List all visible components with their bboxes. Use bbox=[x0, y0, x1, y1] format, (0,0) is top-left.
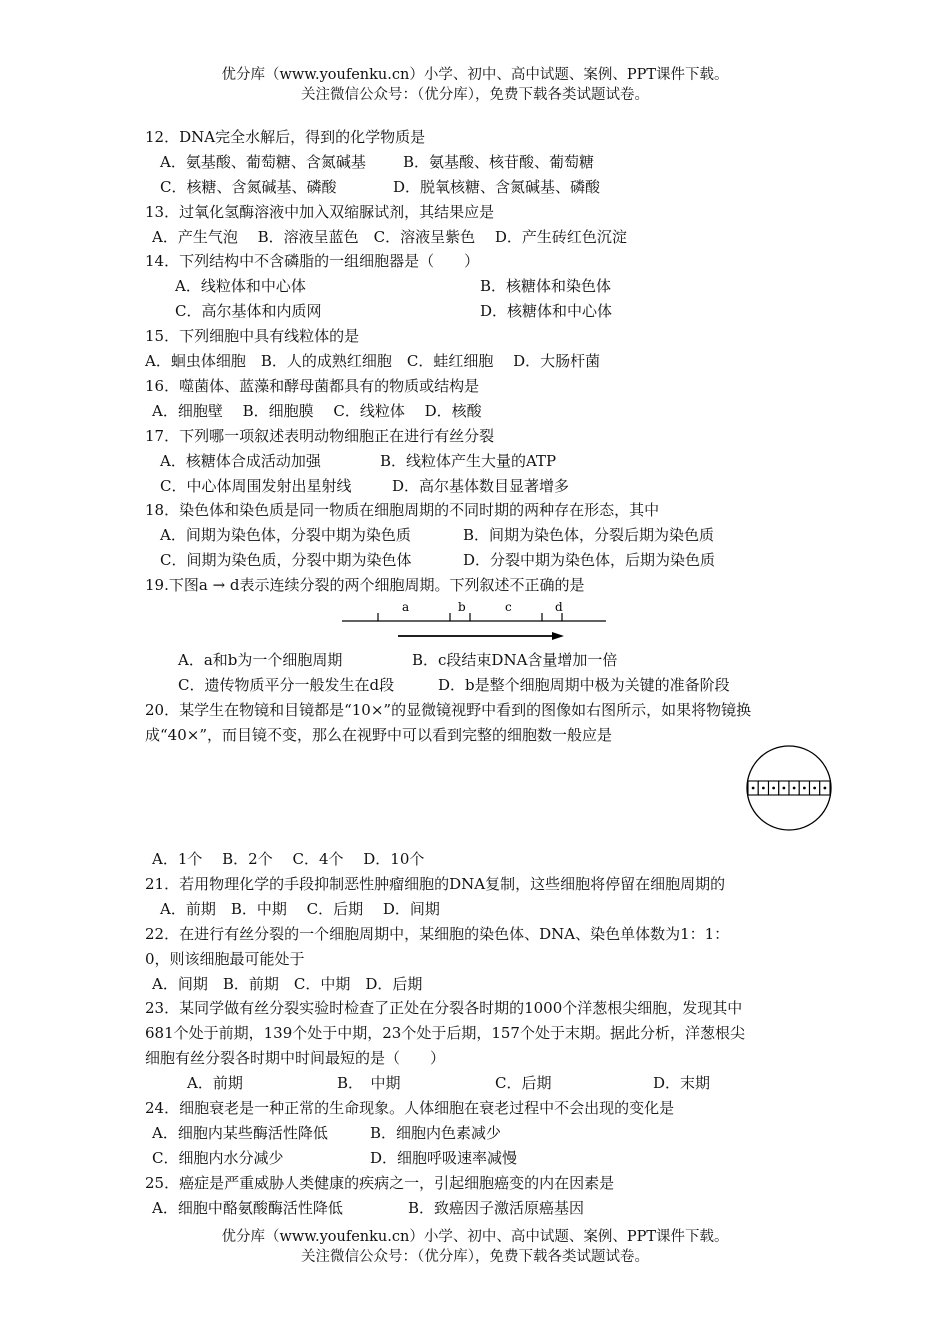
segment-label-c: c bbox=[505, 600, 512, 614]
q22-stem-line-1: 22．在进行有丝分裂的一个细胞周期中，某细胞的染色体、DNA、染色单体数为1：1： bbox=[145, 925, 730, 943]
q13-options: A．产生气泡 B．溶液呈蓝色 C．溶液呈紫色 D．产生砖红色沉淀 bbox=[152, 228, 627, 246]
q24-option-a: A．细胞内某些酶活性降低 bbox=[152, 1124, 328, 1142]
cell-nucleus bbox=[803, 787, 806, 790]
cell-nucleus bbox=[823, 787, 826, 790]
q25-option-a: A．细胞中酪氨酸酶活性降低 bbox=[152, 1199, 343, 1217]
q18-option-d: D．分裂中期为染色体，后期为染色质 bbox=[463, 551, 716, 569]
q19-option-d: D．b是整个细胞周期中极为关键的准备阶段 bbox=[438, 676, 730, 694]
q23-option-d: D．末期 bbox=[653, 1074, 711, 1092]
q19-option-b: B．c段结束DNA含量增加一倍 bbox=[412, 651, 618, 669]
q23-stem-line-1: 23．某同学做有丝分裂实验时检查了正处在分裂各时期的1000个洋葱根尖细胞，发现其中 bbox=[145, 999, 743, 1017]
q23-stem-line-3: 细胞有丝分裂各时期中时间最短的是（ ） bbox=[145, 1049, 446, 1067]
q13-stem: 13．过氧化氢酶溶液中加入双缩脲试剂，其结果应是 bbox=[145, 203, 495, 221]
q17-option-c: C．中心体周围发射出星射线 bbox=[160, 477, 352, 495]
q22-options: A．间期 B．前期 C．中期 D．后期 bbox=[152, 975, 423, 993]
segment-label-a: a bbox=[402, 600, 410, 614]
q25-option-b: B．致癌因子激活原癌基因 bbox=[408, 1199, 585, 1217]
q14-stem: 14．下列结构中不含磷脂的一组细胞器是（ ） bbox=[145, 252, 480, 270]
q19-option-c: C．遗传物质平分一般发生在d段 bbox=[178, 676, 395, 694]
q20-stem-line-2: 成“40×”，而目镜不变，那么在视野中可以看到完整的细胞数一般应是 bbox=[145, 726, 612, 744]
q17-stem: 17．下列哪一项叙述表明动物细胞正在进行有丝分裂 bbox=[145, 427, 495, 445]
q24-option-d: D．细胞呼吸速率减慢 bbox=[370, 1149, 518, 1167]
q17-option-d: D．高尔基体数目显著增多 bbox=[392, 477, 570, 495]
q23-option-a: A．前期 bbox=[187, 1074, 243, 1092]
q16-stem: 16．噬菌体、蓝藻和酵母菌都具有的物质或结构是 bbox=[145, 377, 480, 395]
q12-option-c: C．核糖、含氮碱基、磷酸 bbox=[160, 178, 337, 196]
q14-option-d: D．核糖体和中心体 bbox=[480, 302, 613, 320]
q17-option-a: A．核糖体合成活动加强 bbox=[160, 452, 321, 470]
q23-stem-line-2: 681个处于前期，139个处于中期，23个处于后期，157个处于末期。据此分析，洋葱根尖 bbox=[145, 1024, 745, 1042]
segment-label-b: b bbox=[458, 600, 466, 614]
cell-nucleus bbox=[793, 787, 796, 790]
q18-option-b: B．间期为染色体，分裂后期为染色质 bbox=[463, 526, 715, 544]
q24-option-c: C．细胞内水分减少 bbox=[152, 1149, 284, 1167]
cell-nucleus bbox=[762, 787, 765, 790]
cell-cycle-diagram bbox=[340, 596, 610, 644]
cell-nucleus bbox=[782, 787, 785, 790]
q17-option-b: B．线粒体产生大量的ATP bbox=[380, 452, 557, 470]
q21-options: A．前期 B．中期 C．后期 D．间期 bbox=[160, 900, 440, 918]
q16-options: A．细胞壁 B．细胞膜 C．线粒体 D．核酸 bbox=[152, 402, 482, 420]
microscope-field-of-view bbox=[742, 744, 836, 832]
q25-stem: 25．癌症是严重威胁人类健康的疾病之一，引起细胞癌变的内在因素是 bbox=[145, 1174, 615, 1192]
q18-option-c: C．间期为染色质，分裂中期为染色体 bbox=[160, 551, 412, 569]
q19-stem: 19.下图a → d表示连续分裂的两个细胞周期。下列叙述不正确的是 bbox=[145, 576, 585, 594]
q14-option-c: C．高尔基体和内质网 bbox=[175, 302, 322, 320]
q19-option-a: A．a和b为一个细胞周期 bbox=[178, 651, 343, 669]
cell-nucleus bbox=[772, 787, 775, 790]
q18-stem: 18．染色体和染色质是同一物质在细胞周期的不同时期的两种存在形态，其中 bbox=[145, 501, 660, 519]
footer-line-2: 关注微信公众号：（优分库），免费下载各类试题试卷。 bbox=[301, 1249, 649, 1265]
q15-stem: 15．下列细胞中具有线粒体的是 bbox=[145, 327, 360, 345]
cell-nucleus bbox=[813, 787, 816, 790]
q15-options: A．蛔虫体细胞 B．人的成熟红细胞 C．蛙红细胞 D．大肠杆菌 bbox=[145, 352, 601, 370]
header-line-2: 关注微信公众号：（优分库），免费下载各类试题试卷。 bbox=[301, 87, 649, 103]
q20-stem-line-1: 20．某学生在物镜和目镜都是“10×”的显微镜视野中看到的图像如右图所示，如果将物镜换 bbox=[145, 701, 752, 719]
direction-arrow-head bbox=[552, 632, 564, 640]
q12-option-a: A．氨基酸、葡萄糖、含氮碱基 bbox=[160, 153, 366, 171]
cell-nucleus bbox=[752, 787, 755, 790]
q24-stem: 24．细胞衰老是一种正常的生命现象。人体细胞在衰老过程中不会出现的变化是 bbox=[145, 1099, 675, 1117]
q12-option-d: D．脱氧核糖、含氮碱基、磷酸 bbox=[393, 178, 601, 196]
q12-option-b: B．氨基酸、核苷酸、葡萄糖 bbox=[403, 153, 595, 171]
q23-option-c: C．后期 bbox=[495, 1074, 552, 1092]
q22-stem-line-2: 0，则该细胞最可能处于 bbox=[145, 950, 305, 968]
footer-line-1: 优分库（www.youfenku.cn）小学、初中、高中试题、案例、PPT课件下载。 bbox=[221, 1229, 729, 1245]
q14-option-b: B．核糖体和染色体 bbox=[480, 277, 612, 295]
q18-option-a: A．间期为染色体，分裂中期为染色质 bbox=[160, 526, 411, 544]
segment-label-d: d bbox=[555, 600, 563, 614]
header-line-1: 优分库（www.youfenku.cn）小学、初中、高中试题、案例、PPT课件下载。 bbox=[221, 67, 729, 83]
q23-option-b: B． 中期 bbox=[337, 1074, 401, 1092]
q12-stem: 12．DNA完全水解后，得到的化学物质是 bbox=[145, 128, 426, 146]
q20-options: A．1个 B．2个 C．4个 D．10个 bbox=[152, 850, 425, 868]
q21-stem: 21．若用物理化学的手段抑制恶性肿瘤细胞的DNA复制，这些细胞将停留在细胞周期的 bbox=[145, 875, 726, 893]
q24-option-b: B．细胞内色素减少 bbox=[370, 1124, 502, 1142]
q14-option-a: A．线粒体和中心体 bbox=[175, 277, 306, 295]
